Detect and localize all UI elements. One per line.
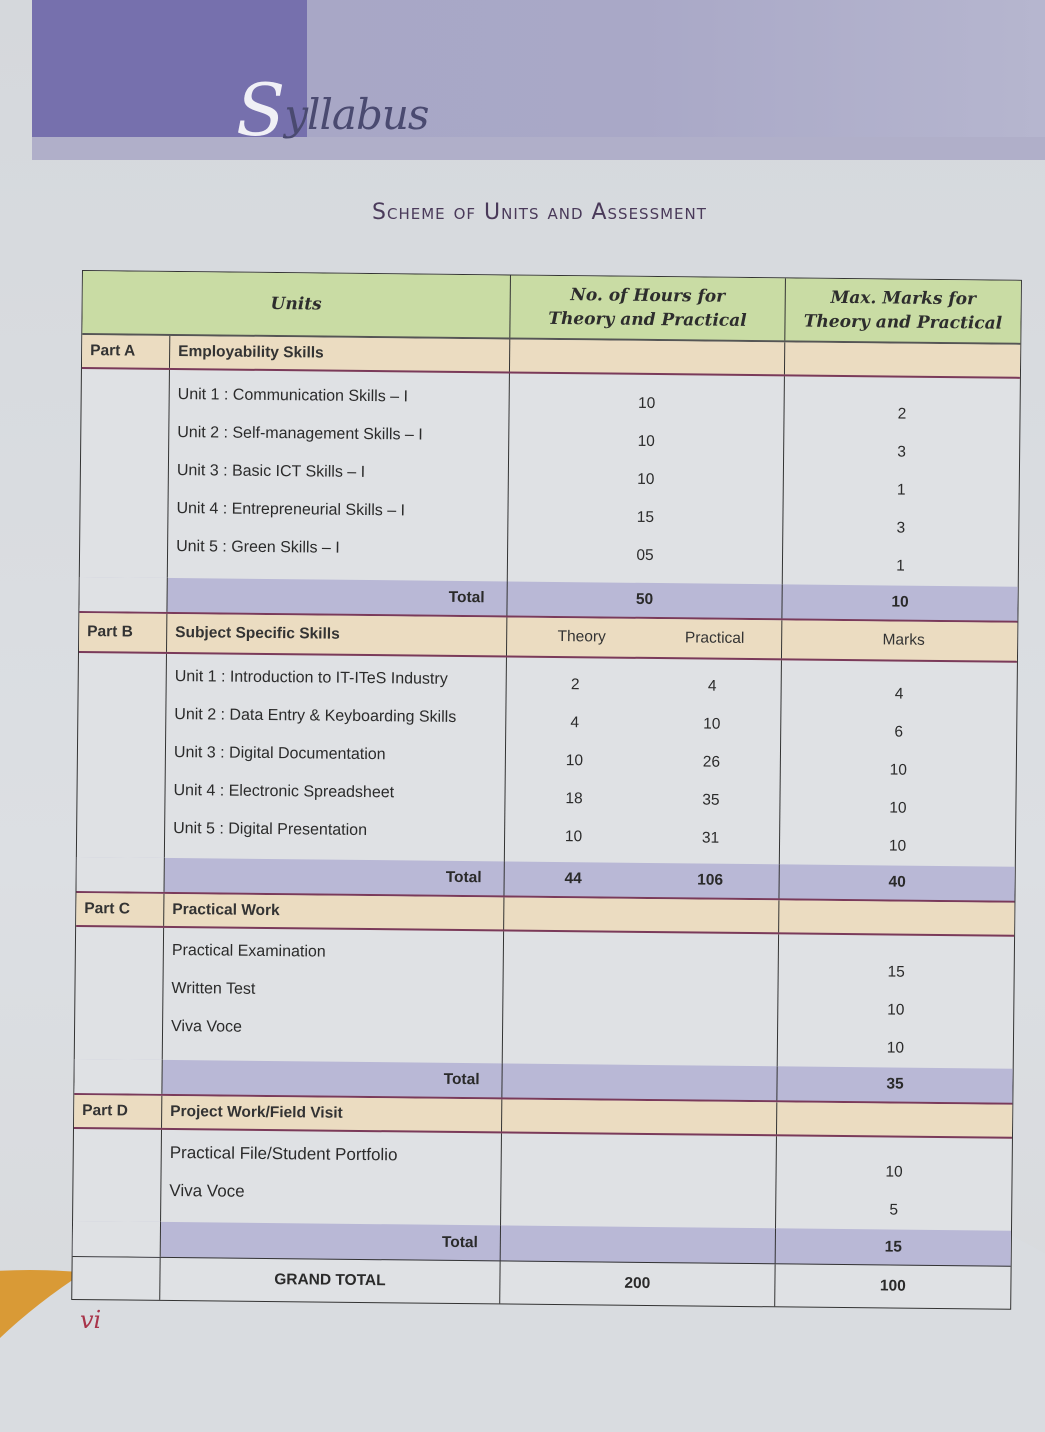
hours-value: 10: [637, 432, 655, 451]
assessment-table: [71, 270, 1022, 1310]
total-marks: 10: [891, 593, 909, 611]
practical-value: 10: [703, 715, 721, 733]
unit-name: Unit 2 : Data Entry & Keyboarding Skills: [174, 705, 457, 726]
hours-value: 15: [636, 508, 655, 527]
unit-marks: [780, 660, 1017, 866]
empty-cell: [779, 900, 1014, 934]
col-header-marks: [785, 278, 1021, 342]
marks-value: 10: [886, 1039, 905, 1057]
marks-value: 3: [897, 443, 907, 461]
marks-value: 2: [897, 405, 907, 423]
hours-subheader: [507, 617, 782, 658]
theory-value: 10: [565, 752, 584, 770]
grand-total-hours: 200: [500, 1261, 775, 1306]
page-number: vi: [80, 1306, 102, 1334]
part-label: Part C: [76, 893, 164, 926]
hours-value: 05: [636, 546, 654, 565]
grand-total-label: GRAND TOTAL: [160, 1258, 500, 1304]
unit-name: Unit 2 : Self-management Skills – I: [177, 424, 423, 444]
empty-cell: [777, 1102, 1012, 1136]
practical-value: 4: [707, 677, 717, 695]
part-title: Subject Specific Skills: [167, 614, 507, 656]
unit-name: Unit 4 : Electronic Spreadsheet: [173, 781, 395, 802]
part-d-items: [73, 1129, 1012, 1231]
empty-cell: [501, 1225, 776, 1263]
empty-cell: [75, 927, 164, 1060]
item-names: [161, 1130, 502, 1226]
empty-cell: [76, 857, 164, 892]
part-title: Employability Skills: [170, 336, 510, 372]
marks-value: 15: [887, 963, 905, 981]
practical-value: 26: [702, 753, 721, 771]
theory-value: 10: [564, 828, 583, 846]
total-label: Total: [161, 1222, 501, 1261]
part-label: Part A: [82, 335, 170, 368]
marks-subheader: [782, 620, 1017, 660]
total-theory: 44: [564, 870, 582, 888]
theory-value: 2: [570, 676, 580, 694]
total-marks: 40: [888, 873, 906, 891]
sub-header-theory: Theory: [557, 628, 606, 646]
marks-value: 4: [894, 685, 904, 703]
unit-hours: [505, 657, 782, 864]
unit-hours: [508, 373, 785, 584]
sub-header-practical: Practical: [684, 629, 745, 647]
empty-cell: [502, 1099, 777, 1134]
empty-cell: [79, 577, 167, 612]
marks-value: 10: [885, 1163, 903, 1181]
sub-header-marks: Marks: [882, 631, 925, 649]
empty-cell: [77, 653, 167, 858]
unit-names: [165, 654, 507, 862]
marks-value: 5: [889, 1201, 899, 1219]
part-title: Practical Work: [164, 894, 504, 930]
item-marks: [776, 1136, 1012, 1230]
empty-cell: [510, 339, 785, 374]
empty-cell: [74, 1059, 162, 1094]
total-practical: 106: [697, 871, 724, 889]
marks-value: 1: [896, 481, 906, 499]
part-b-units: [77, 653, 1017, 867]
unit-names: [168, 370, 510, 582]
part-label: Part D: [74, 1095, 162, 1128]
total-marks: 35: [886, 1075, 904, 1093]
total-label: Total: [162, 1060, 502, 1098]
unit-name: Unit 1 : Communication Skills – I: [177, 386, 409, 406]
item-name: Written Test: [171, 979, 256, 998]
col-header-hours: [510, 275, 786, 340]
page-title: [236, 62, 429, 152]
col-header-hours-label: No. of Hours for Theory and Practical: [548, 285, 747, 331]
section-heading: Scheme of Units and Assessment: [372, 200, 707, 225]
item-name: Practical File/Student Portfolio: [169, 1142, 398, 1165]
total-label: Total: [167, 578, 507, 616]
item-names: [163, 928, 504, 1064]
unit-name: Unit 3 : Basic ICT Skills – I: [176, 462, 366, 481]
empty-cell: [785, 342, 1020, 376]
marks-value: 10: [889, 799, 907, 817]
empty-cell: [72, 1257, 160, 1300]
title-rest: yllabus: [284, 90, 429, 139]
col-header-units: Units: [82, 271, 511, 337]
marks-value: 10: [888, 837, 907, 855]
unit-name: Unit 5 : Green Skills – I: [176, 538, 340, 557]
practical-value: 31: [701, 829, 720, 847]
grand-total-row: [72, 1257, 1010, 1309]
empty-cell: [502, 1063, 777, 1100]
unit-name: Unit 4 : Entrepreneurial Skills – I: [176, 500, 406, 520]
marks-value: 6: [894, 723, 904, 741]
total-hours: 50: [507, 581, 782, 618]
grand-total-marks: 100: [879, 1277, 906, 1295]
unit-name: Unit 1 : Introduction to IT-ITeS Industry: [174, 667, 448, 688]
empty-cell: [501, 1133, 777, 1228]
total-hours-split: [504, 861, 779, 898]
header-strip: [32, 137, 1045, 160]
total-marks: 15: [884, 1237, 903, 1256]
empty-cell: [504, 897, 779, 932]
part-c-items: [75, 927, 1014, 1069]
empty-cell: [73, 1129, 162, 1222]
theory-value: 4: [570, 714, 580, 732]
unit-marks: [783, 376, 1020, 586]
marks-value: 1: [896, 557, 905, 575]
title-initial: S: [236, 68, 285, 152]
marks-value: 3: [896, 519, 906, 537]
empty-cell: [503, 931, 779, 1066]
part-title: Project Work/Field Visit: [162, 1096, 502, 1132]
table-header-row: [82, 271, 1021, 345]
hours-value: 10: [637, 470, 655, 489]
marks-value: 10: [889, 761, 908, 779]
empty-cell: [73, 1221, 161, 1257]
item-name: Viva Voce: [170, 1017, 243, 1036]
empty-cell: [80, 369, 170, 578]
unit-name: Unit 5 : Digital Presentation: [173, 819, 368, 840]
part-label: Part B: [79, 613, 167, 652]
practical-value: 35: [702, 791, 720, 809]
hours-value: 10: [637, 394, 656, 413]
col-header-marks-label: Max. Marks for Theory and Practical: [803, 287, 1003, 334]
item-name: Practical Examination: [171, 941, 326, 961]
theory-value: 18: [565, 790, 583, 808]
total-label: Total: [164, 858, 504, 896]
item-marks: [778, 934, 1014, 1068]
marks-value: 10: [887, 1001, 905, 1019]
part-a-units: [80, 369, 1020, 587]
item-name: Viva Voce: [169, 1180, 245, 1201]
unit-name: Unit 3 : Digital Documentation: [173, 743, 386, 764]
